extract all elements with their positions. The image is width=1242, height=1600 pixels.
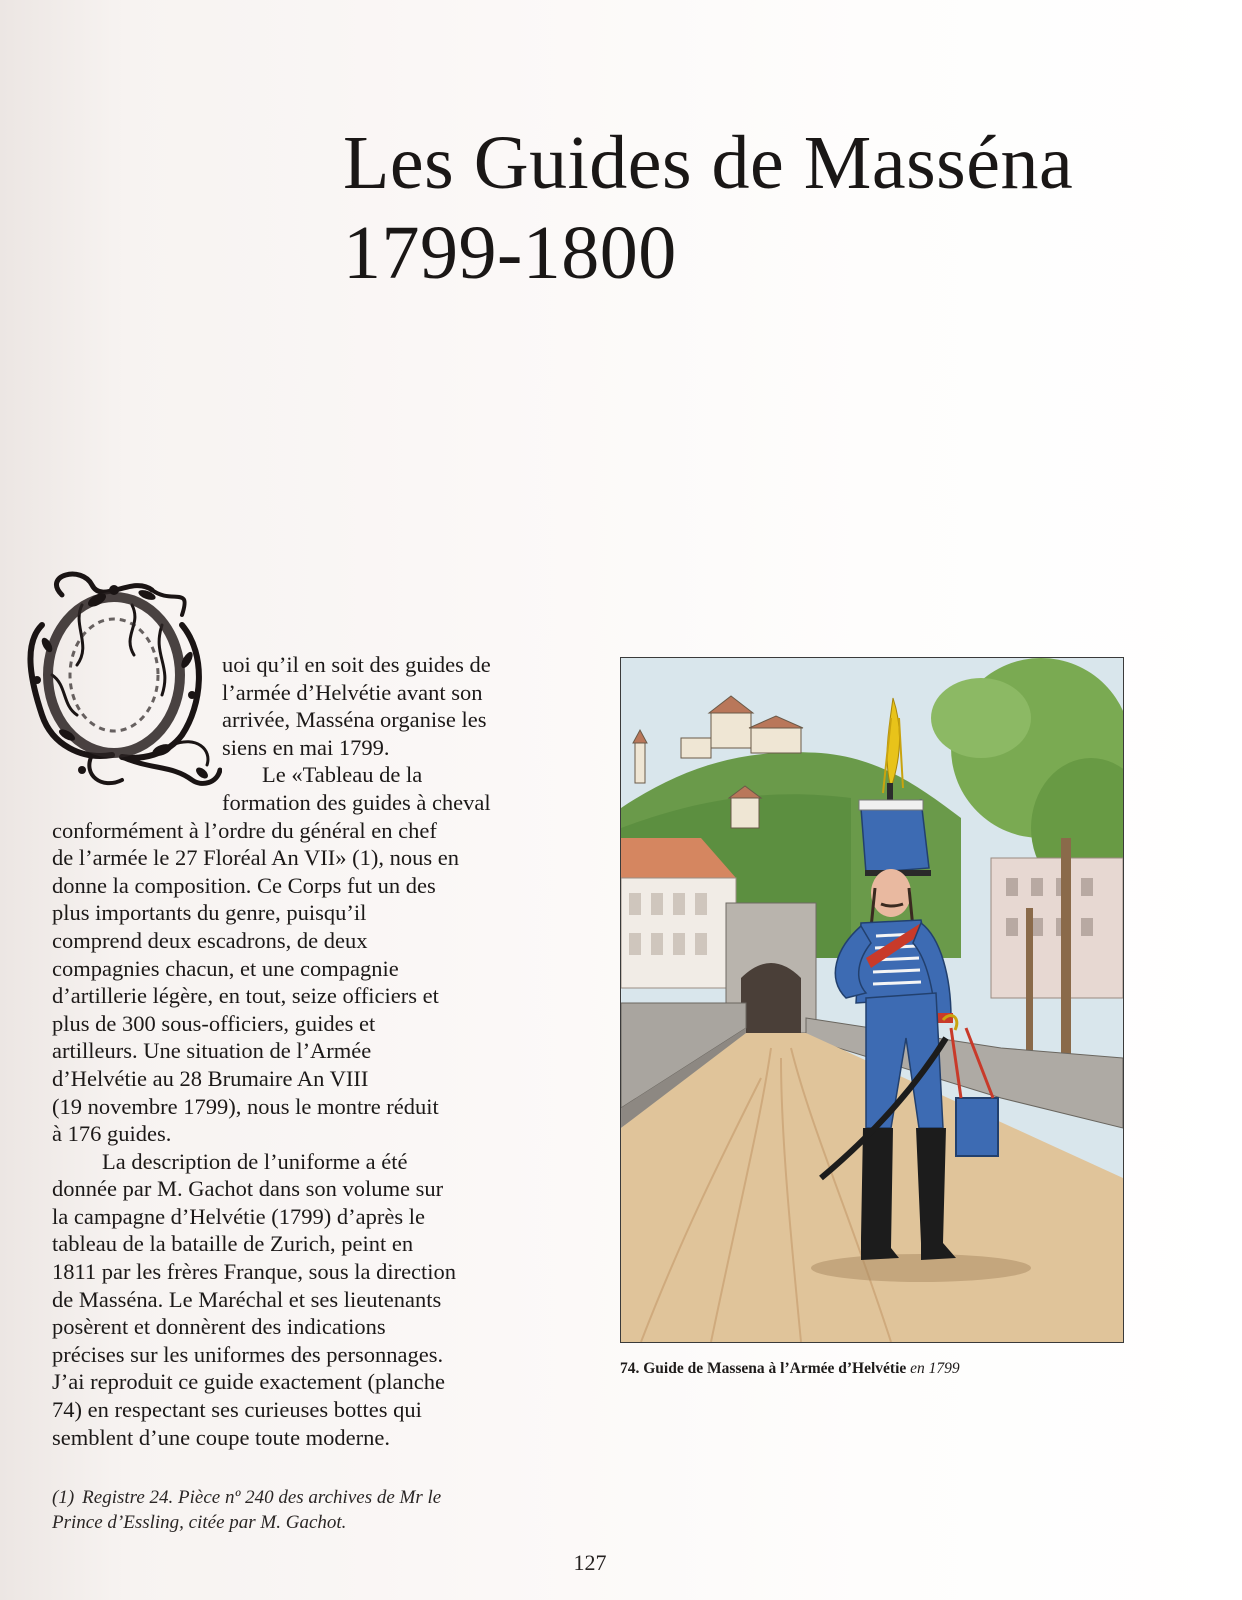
text-line: comprend deux escadrons, de deux [52, 927, 368, 953]
text-line: La description de l’uniforme a été [102, 1148, 408, 1174]
title-line-2: 1799-1800 [343, 211, 677, 295]
text-line: compagnies chacun, et une compagnie [52, 955, 399, 981]
hussar-guide-illustration-icon [620, 657, 1124, 1343]
text-line: Le «Tableau de la [262, 762, 423, 788]
text-line: donnée par M. Gachot dans son volume sur [52, 1176, 444, 1202]
text-line: d’Helvétie au 28 Brumaire An VIII [52, 1065, 369, 1091]
text-line: arrivée, Masséna organise les [222, 707, 487, 733]
footnote [52, 1485, 572, 1535]
text-line: précises sur les uniformes des personnages. [52, 1341, 444, 1367]
paragraph-1 [52, 651, 562, 761]
footnote-line-1 [52, 1485, 572, 1510]
text-line: conformément à l’ordre du général en chef [52, 817, 437, 843]
footnote-text-1: Registre 24. Pièce nº 240 des archives de Mr le [82, 1487, 442, 1508]
text-line: semblent d’une coupe toute moderne. [52, 1424, 391, 1450]
footnote-number: (1) [52, 1487, 75, 1508]
footnote-line-2: Prince d’Essling, citée par M. Gachot. [52, 1512, 347, 1533]
text-line: l’armée d’Helvétie avant son [222, 679, 483, 705]
paragraph-2 [52, 761, 562, 1147]
text-line: 1811 par les frères Franque, sous la direction [52, 1259, 457, 1285]
text-line: J’ai reproduit ce guide exactement (planche [52, 1369, 445, 1395]
title-line-1: Les Guides de Masséna [343, 121, 1074, 205]
text-line: uoi qu’il en soit des guides de [222, 652, 491, 677]
page-number: 127 [573, 1550, 607, 1575]
text-line: posèrent et donnèrent des indications [52, 1314, 386, 1340]
paragraph-3 [52, 1148, 562, 1452]
text-line: 74) en respectant ses curieuses bottes qui [52, 1397, 422, 1423]
text-line: tableau de la bataille de Zurich, peint en [52, 1231, 414, 1257]
caption-text: Guide de Massena à l’Armée d’Helvétie [643, 1360, 907, 1377]
text-line: à 176 guides. [52, 1121, 172, 1147]
text-line: plus importants du genre, puisqu’il [52, 900, 367, 926]
text-line: de l’armée le 27 Floréal An VII» (1), nous en [52, 845, 459, 871]
text-line: d’artillerie légère, en tout, seize officiers et [52, 983, 439, 1009]
article-body [52, 651, 562, 1451]
text-line: plus de 300 sous-officiers, guides et [52, 1010, 376, 1036]
figure-caption [620, 1360, 1180, 1378]
text-line: (19 novembre 1799), nous le montre réduit [52, 1093, 439, 1119]
caption-date: en 1799 [910, 1360, 960, 1377]
caption-number: 74. [620, 1360, 640, 1377]
text-line: artilleurs. Une situation de l’Armée [52, 1038, 372, 1064]
text-line: de Masséna. Le Maréchal et ses lieutenants [52, 1286, 442, 1312]
text-line: formation des guides à cheval [222, 789, 491, 815]
text-line: siens en mai 1799. [222, 734, 390, 760]
text-line: donne la composition. Ce Corps fut un des [52, 872, 436, 898]
page-title [343, 118, 1203, 298]
text-line: la campagne d’Helvétie (1799) d’après le [52, 1203, 425, 1229]
